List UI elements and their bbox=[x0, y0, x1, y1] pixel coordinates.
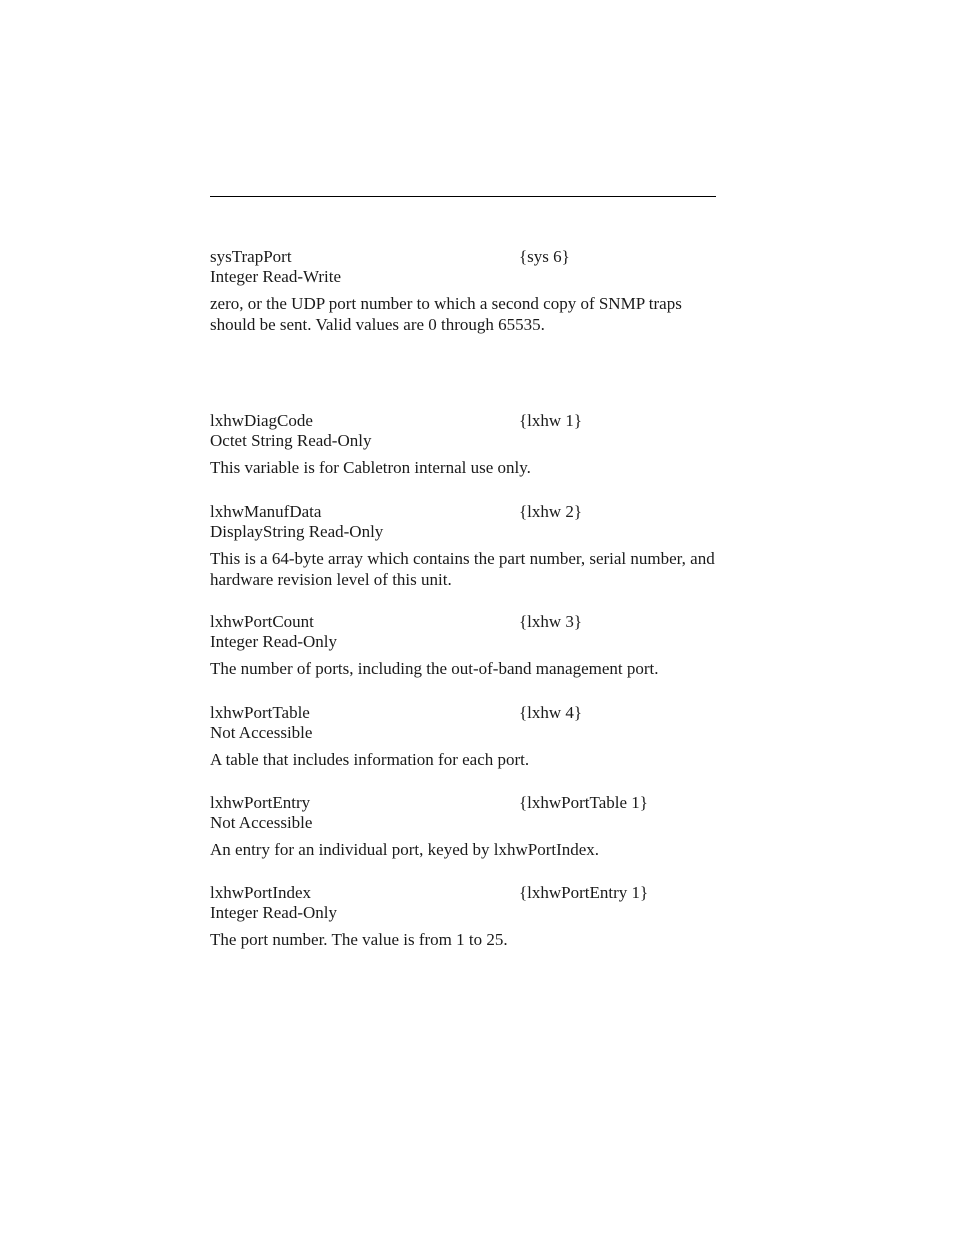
entry-name: lxhwPortCount bbox=[210, 612, 314, 631]
entry-description: The port number. The value is from 1 to 25. bbox=[210, 930, 508, 949]
header-rule bbox=[210, 196, 716, 197]
entry-header bbox=[210, 502, 730, 522]
entry-name: lxhwPortEntry bbox=[210, 793, 311, 812]
entry-header bbox=[210, 883, 730, 903]
mib-entry-lxhwportindex bbox=[210, 883, 730, 950]
entry-header bbox=[210, 703, 730, 723]
entry-description: This variable is for Cabletron internal use only. bbox=[210, 458, 531, 477]
entry-description: An entry for an individual port, keyed by lxhwPortIndex. bbox=[210, 840, 600, 859]
entry-name: lxhwPortTable bbox=[210, 703, 310, 722]
mib-entry-lxhwportcount bbox=[210, 612, 730, 679]
entry-description: zero, or the UDP port number to which a second copy of SNMP traps should be sent. Valid values are 0 through 65535. bbox=[210, 294, 682, 334]
entry-name: lxhwPortIndex bbox=[210, 883, 312, 902]
entry-syntax: Not Accessible bbox=[210, 723, 313, 742]
entry-syntax: DisplayString Read-Only bbox=[210, 522, 384, 541]
entry-oid: {lxhw 3} bbox=[519, 612, 583, 631]
entry-oid: {lxhw 4} bbox=[519, 703, 583, 722]
entry-oid: {lxhw 2} bbox=[519, 502, 583, 521]
entry-syntax: Integer Read-Only bbox=[210, 632, 337, 651]
entry-oid: {lxhwPortEntry 1} bbox=[519, 883, 649, 902]
entry-oid: {lxhwPortTable 1} bbox=[519, 793, 648, 812]
entry-syntax: Integer Read-Only bbox=[210, 903, 337, 922]
entry-description: This is a 64-byte array which contains the part number, serial number, and hardware revision level of this unit. bbox=[210, 549, 715, 589]
entry-header bbox=[210, 612, 730, 632]
mib-entry-systrapport bbox=[210, 247, 730, 335]
entry-header bbox=[210, 793, 730, 813]
mib-entry-lxhwmanufdata bbox=[210, 502, 730, 590]
entry-name: lxhwManufData bbox=[210, 502, 322, 521]
mib-entry-lxhwporttable bbox=[210, 703, 730, 770]
entry-oid: {sys 6} bbox=[519, 247, 570, 266]
entry-description: A table that includes information for each port. bbox=[210, 750, 530, 769]
entry-syntax: Integer Read-Write bbox=[210, 267, 341, 286]
entry-syntax: Octet String Read-Only bbox=[210, 431, 372, 450]
entry-oid: {lxhw 1} bbox=[519, 411, 583, 430]
entry-header bbox=[210, 411, 730, 431]
mib-entry-lxhwdiagcode bbox=[210, 411, 730, 478]
entry-name: sysTrapPort bbox=[210, 247, 292, 266]
entry-header bbox=[210, 247, 730, 267]
mib-entry-lxhwportentry bbox=[210, 793, 730, 860]
entry-description: The number of ports, including the out-of-band management port. bbox=[210, 659, 659, 678]
entry-name: lxhwDiagCode bbox=[210, 411, 313, 430]
entry-syntax: Not Accessible bbox=[210, 813, 313, 832]
